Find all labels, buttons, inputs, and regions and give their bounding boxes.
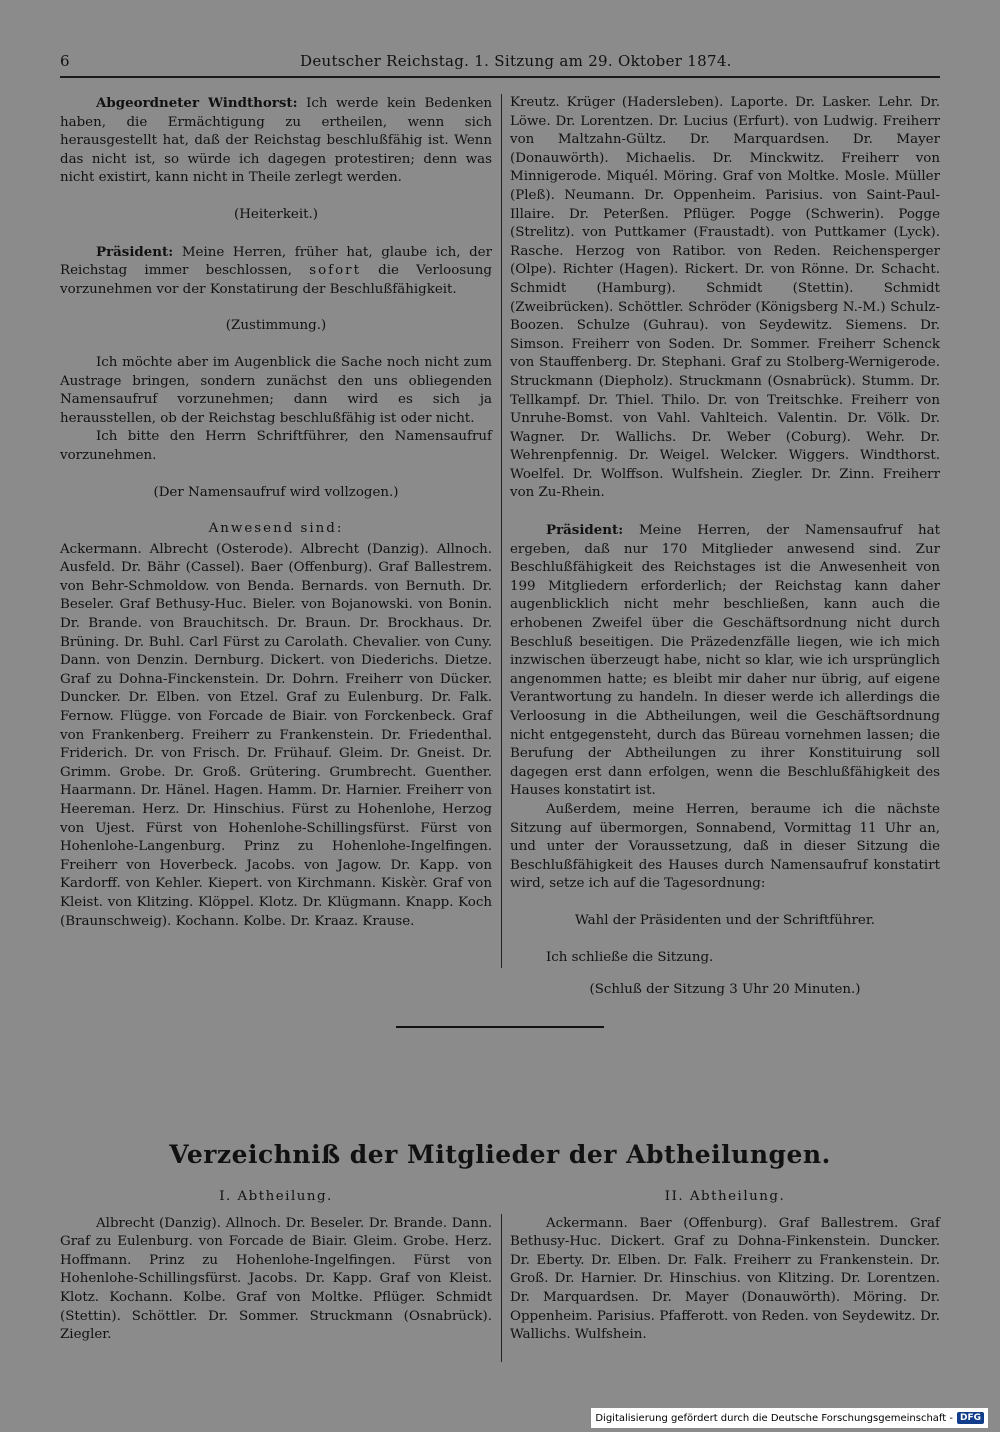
- heiterkeit-note: (Heiterkeit.): [234, 206, 318, 222]
- right-column: [510, 94, 940, 1018]
- running-title: Deutscher Reichstag. 1. Sitzung am 29. Oktober 1874.: [300, 52, 732, 70]
- column-divider-bottom: [501, 1214, 502, 1362]
- page-number: 6: [60, 52, 70, 70]
- abtheilung-1-heading: I. Abtheilung.: [219, 1189, 333, 1204]
- zustimmung-note: (Zustimmung.): [225, 318, 327, 334]
- digitization-footer: [591, 1408, 988, 1428]
- namensaufruf-note: (Der Namensaufruf wird vollzogen.): [153, 484, 399, 500]
- praesident-text-b: die Verloosung vorzunehmen vor der Konstatirung der Beschlußfähigkeit.: [60, 263, 492, 297]
- abtheilung-1: [60, 1188, 492, 1345]
- windthorst-paragraph: [60, 94, 492, 188]
- speaker-praesident: Präsident:: [96, 243, 174, 260]
- praesident-paragraph-2: Ich möchte aber im Augenblick die Sache noch nicht zum Austrage bringen, sondern zunächst den uns obliegenden Namensaufruf vorzunehmen; dann wird es sich ja herausstellen, ob der Reichstag beschlußfähig ist oder nicht.: [60, 354, 492, 426]
- windthorst-text: Ich werde kein Bedenken haben, die Ermächtigung zu ertheilen, wenn sich herausgestellt hat, daß der Reichstag beschlußfähig ist. Wenn das nicht ist, so würde ich dagegen protestiren; denn was nicht existirt, kann nicht in Theile zerlegt werden.: [60, 96, 493, 186]
- abtheilung-2-names: Ackermann. Baer (Offenburg). Graf Ballestrem. Graf Bethusy-Huc. Dickert. Graf zu Dohna-Finkenstein. Duncker. Dr. Eberty. Dr. Elben. Dr. Falk. Freiherr zu Frankenstein. Dr. Groß. Dr. Harnier. Dr. Hinschius. von Klitzing. Dr. Lorentzen. Dr. Marquardsen. Dr. Mayer (Donauwörth). Möring. Dr. Oppenheim. Parisius. Pfafferott. von Reden. von Seydewitz. Dr. Wallichs. Wulfshein.: [510, 1215, 940, 1343]
- praesident-closing-text: Meine Herren, der Namensaufruf hat ergeben, daß nur 170 Mitglieder anwesend sind. Zur Beschlußfähigkeit des Reichstages ist die Anwesenheit von 199 Mitgliedern erforderlich; der Reichstag kann daher augenblicklich nicht mehr beschließen, kann auch die erhobenen Zweifel über die Geschäftsordnung nicht durch Beschluß beseitigen. Die Präzedenzfälle liegen, wie ich mich inzwischen überzeugt habe, nicht so klar, wie ich ursprünglich angenommen hatte; es bleibt mir daher nur übrig, auf eigene Verantwortung zu handeln. In dieser werde ich allerdings die Verloosung in die Abtheilungen, weil die Geschäftsordnung nicht entgegensteht, durch das Büreau vornehmen lassen; die Berufung der Abtheilungen zu ihrer Konstituirung soll dagegen erst dann erfolgen, wenn die Beschlußfähigkeit des Hauses konstatirt ist.: [510, 523, 940, 799]
- praesident-paragraph-3: Ich bitte den Herrn Schriftführer, den Namensaufruf vorzunehmen.: [60, 429, 492, 463]
- tagesordnung-item: Wahl der Präsidenten und der Schriftführer.: [574, 912, 876, 928]
- column-divider: [501, 94, 502, 968]
- footer-text: Digitalisierung gefördert durch die Deutsche Forschungsgemeinschaft -: [595, 1412, 953, 1424]
- abtheilung-2-heading: II. Abtheilung.: [664, 1189, 786, 1204]
- speaker-windthorst: Abgeordneter Windthorst:: [96, 95, 298, 111]
- ausserdem-paragraph: Außerdem, meine Herren, beraume ich die nächste Sitzung auf übermorgen, Sonnabend, Vormittag 11 Uhr an, und unter der Voraussetzung, daß in dieser Sitzung die Beschlußfähigkeit des Hauses durch Namensaufruf konstatirt wird, setze ich auf die Tagesordnung:: [510, 801, 940, 892]
- page-header: [60, 52, 940, 74]
- schliesse-line: Ich schließe die Sitzung.: [546, 949, 714, 965]
- schluss-note: (Schluß der Sitzung 3 Uhr 20 Minuten.): [589, 982, 861, 998]
- left-column: [60, 94, 492, 931]
- praesident-closing-paragraph: [510, 521, 940, 801]
- anwesend-heading: Anwesend sind:: [208, 521, 344, 537]
- attendance-list-right: Kreutz. Krüger (Hadersleben). Laporte. Dr. Lasker. Lehr. Dr. Löwe. Dr. Lorentzen. Dr. Lucius (Erfurt). von Ludwig. Freiherr von Maltzahn-Gültz. Dr. Marquardsen. Dr. Mayer (Donauwörth). Michaelis. Dr. Minckwitz. Freiherr von Minnigerode. Miquél. Möring. Graf von Moltke. Mosle. Müller (Pleß). Neumann. Dr. Oppenheim. Parisius. von Saint-Paul-Illaire. Dr. Peterßen. Pflüger. Pogge (Schwerin). Pogge (Strelitz). von Puttkamer (Fraustadt). von Puttkamer (Lyck). Rasche. Herzog von Ratibor. von Reden. Reichensperger (Olpe). Richter (Hagen). Rickert. Dr. von Rönne. Dr. Schacht. Schmidt (Hamburg). Schmidt (Stettin). Schmidt (Zweibrücken). Schöttler. Schröder (Königsberg N.-M.) Schulz-Boozen. Schulze (Guhrau). von Seydewitz. Siemens. Dr. Simson. Freiherr von Soden. Dr. Sommer. Freiherr Schenck von Stauffenberg. Dr. Stephani. Graf zu Stolberg-Wernigerode. Struckmann (Diepholz). Struckmann (Osnabrück). Stumm. Dr. Tellkampf. Dr. Thiel. Thilo. Dr. von Treitschke. Freiherr von Unruhe-Bomst. von Vahl. Vahlteich. Valentin. Dr. Völk. Dr. Wagner. Dr. Wallichs. Dr. Weber (Coburg). Wehr. Dr. Wehrenpfennig. Dr. Weigel. Welcker. Wiggers. Windthorst. Woelfel. Dr. Wolffson. Wulfshein. Ziegler. Dr. Zinn. Freiherr von Zu-Rhein.: [510, 95, 940, 501]
- abtheilung-1-names: Albrecht (Danzig). Allnoch. Dr. Beseler. Dr. Brande. Dann. Graf zu Eulenburg. von Forcade de Biair. Gleim. Grobe. Herz. Hoffmann. Prinz zu Hohenlohe-Ingelfingen. Fürst von Hohenlohe-Schillingsfürst. Jacobs. Dr. Kapp. Graf von Kleist. Klotz. Kochann. Kolbe. Graf von Moltke. Pflüger. Schmidt (Stettin). Schöttler. Dr. Sommer. Struckmann (Osnabrück). Ziegler.: [60, 1215, 492, 1343]
- section-separator: [396, 1026, 604, 1028]
- speaker-praesident-2: Präsident:: [546, 522, 624, 539]
- dfg-logo-icon: DFG: [957, 1412, 984, 1424]
- abtheilung-2: [510, 1188, 940, 1345]
- section-title: Verzeichniß der Mitglieder der Abtheilungen.: [169, 1140, 831, 1169]
- attendance-list-left: Ackermann. Albrecht (Osterode). Albrecht (Danzig). Allnoch. Ausfeld. Dr. Bähr (Cassel). Baer (Offenburg). Graf Ballestrem. von Behr-Schmoldow. von Benda. Bernards. von Bernuth. Dr. Beseler. Graf Bethusy-Huc. Bieler. von Bojanowski. von Bonin. Dr. Brande. von Brauchitsch. Dr. Braun. Dr. Brockhaus. Dr. Brüning. Dr. Buhl. Carl Fürst zu Carolath. Chevalier. von Cuny. Dann. von Denzin. Dernburg. Dickert. von Diederichs. Dietze. Graf zu Dohna-Finckenstein. Dr. Dohrn. Freiherr von Dücker. Duncker. Dr. Elben. von Etzel. Graf zu Eulenburg. Dr. Falk. Fernow. Flügge. von Forcade de Biair. von Forckenbeck. Graf von Frankenberg. Freiherr zu Frankenstein. Dr. Friedenthal. Friderich. Dr. von Frisch. Dr. Frühauf. Gleim. Dr. Gneist. Dr. Grimm. Grobe. Dr. Groß. Grütering. Grumbrecht. Guenther. Haarmann. Dr. Hänel. Hagen. Hamm. Dr. Harnier. Freiherr von Heereman. Herz. Dr. Hinschius. Fürst zu Hohenlohe, Herzog von Ujest. Fürst von Hohenlohe-Schillingsfürst. Fürst von Hohenlohe-Langenburg. Prinz zu Hohenlohe-Ingelfingen. Freiherr von Hoverbeck. Jacobs. von Jagow. Dr. Kapp. von Kardorff. von Kehler. Kiepert. von Kirchmann. Kiskèr. Graf von Kleist. von Klitzing. Klöppel. Klotz. Dr. Klügmann. Knapp. Koch (Braunschweig). Kochann. Kolbe. Dr. Kraaz. Krause.: [60, 541, 492, 929]
- praesident-text-a: Meine Herren, früher hat, glaube ich, der Reichstag immer beschlossen,: [60, 244, 492, 279]
- emphasis-sofort: sofort: [309, 263, 361, 279]
- header-rule: [60, 76, 940, 78]
- praesident-paragraph-1: [60, 243, 492, 300]
